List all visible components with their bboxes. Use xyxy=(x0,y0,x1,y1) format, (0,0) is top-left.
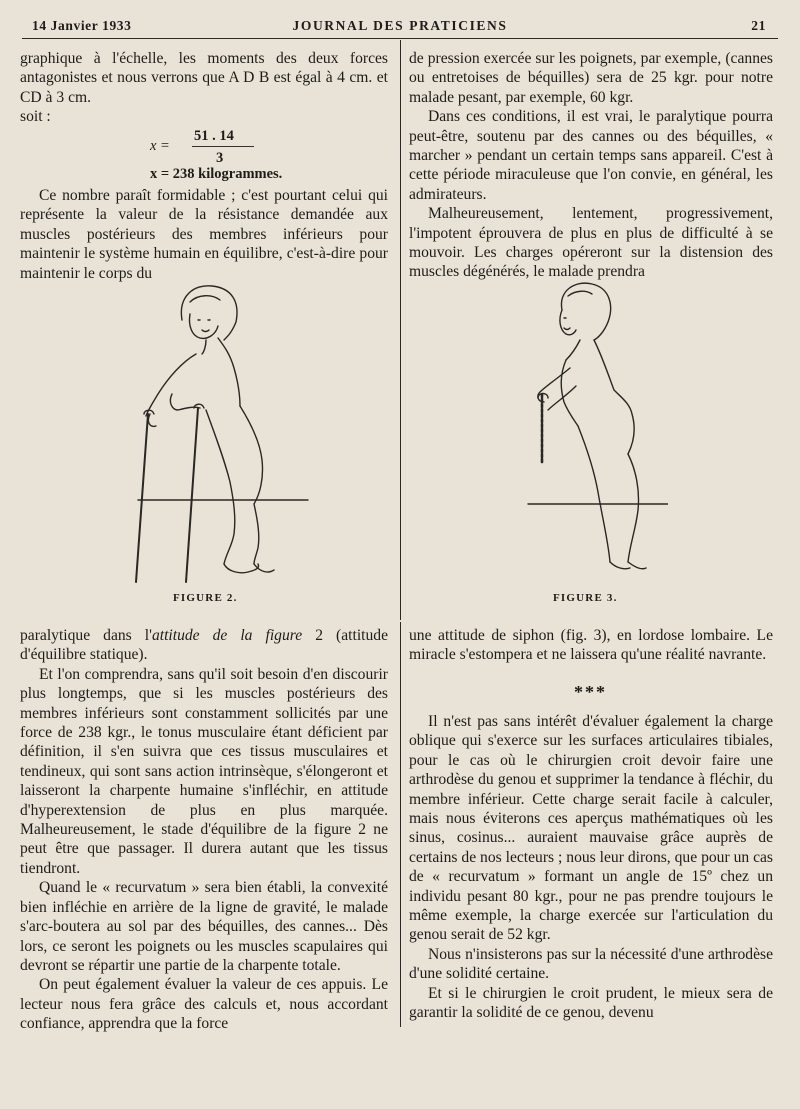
paragraph: On peut également évaluer la valeur de ces appuis. Le lecteur nous fera grâce des calculs et, nous accordant confiance, apprendra que la force xyxy=(20,976,388,1033)
paragraph: Nous n'insisterons pas sur la nécessité d'une arthrodèse d'une solidité certaine. xyxy=(409,945,773,983)
col1-top-text xyxy=(20,49,388,127)
figure-3-illustration xyxy=(518,278,668,590)
issue-date: 14 Janvier 1933 xyxy=(32,18,132,33)
formula-lhs: x = xyxy=(150,138,170,154)
paragraph: une attitude de siphon (fig. 3), en lordose lombaire. Le miracle s'estompera et ne laissera qu'une réalité navrante. xyxy=(409,627,773,664)
paragraph: Et l'on comprendra, sans qu'il soit besoin d'en discourir plus longtemps, que si les muscles postérieurs des membres inférieurs sont constamment sollicités par une force de 238 kgr., le tonus musculaire étant déficient par définition, il s'en suivra que ces tissus musculaires et tendineux, qui sont sans action intrinsèque, s'élongeront et laisseront la charpente humaine s'infléchir, en attitude d'hyperextension de plus en plus marquée. Malheureusement, le stade d'équilibre de la figure 2 ne peut être que passager. Il durera autant que les tissus tiendront. xyxy=(20,665,388,877)
paragraph: de pression exercée sur les poignets, par exemple, (cannes ou entretoises de béquilles) sera de 25 kgr. pour notre malade pesant, par exemple, 60 kgr. xyxy=(409,50,773,106)
formula-denominator: 3 xyxy=(216,150,224,166)
page-header xyxy=(22,14,778,36)
text-run: paralytique dans l' xyxy=(20,627,152,644)
paragraph: Quand le « recurvatum » sera bien établi, la convexité bien infléchie en arrière de la ligne de gravité, le malade s'arc-boutera au sol par des béquilles, des cannes... Dès lors, ce seront les poignets ou les muscles scapulaires qui devront se répartir une partie de la charpente totale. xyxy=(20,879,388,974)
formula-result: x = 238 kilogrammes. xyxy=(150,166,283,182)
paragraph: graphique à l'échelle, les moments des deux forces antagonistes et nous verrons que A D B est égal à 4 cm. et CD à 3 cm. xyxy=(20,50,388,106)
col1-bottom-text xyxy=(20,626,388,1034)
paragraph: Dans ces conditions, il est vrai, le paralytique pourra peut-être, soutenu par des cannes ou des béquilles, « marcher » pendant un certain temps sans appareil. C'est à cette période miraculeuse que l'on convie, en général, les admirateurs. xyxy=(409,108,773,203)
column-divider-top xyxy=(400,40,401,620)
paragraph: Il n'est pas sans intérêt d'évaluer également la charge oblique qui s'exerce sur les surfaces articulaires tibiales, pour le cas où le chirurgien croit devoir faire une arthrodèse du genou et supprimer la tendance à fléchir, du membre inférieur. Cette charge serait facile à calculer, mais nous éviterons ces aperçus mathématiques où les sinus, cosinus... auraient mauvaise grâce auprès de certains de nos lecteurs ; nous leur dirons, que pour un cas de « recurvatum » formant un angle de 15º chez un individu pesant 80 kgr., pour ne pas prendre toujours le même exemple, la charge exercée sur l'articulation du genou serait de 52 kgr. xyxy=(409,713,773,944)
formula-numerator: 51 . 14 xyxy=(194,128,234,144)
col2-top-text xyxy=(409,49,773,282)
page-number: 21 xyxy=(751,18,766,33)
fraction-bar xyxy=(192,146,254,147)
paragraph: Malheureusement, lentement, progressivement, l'impotent éprouvera de plus en plus de difficulté à se mouvoir. Les charges opéreront sur la distension des muscles dégénérés, le malade prendra xyxy=(409,205,773,281)
text-run: 2 (attitude d'équilibre statique). xyxy=(20,627,388,664)
paragraph xyxy=(20,626,388,665)
paragraph: Ce nombre paraît formidable ; c'est pourtant celui qui représente la valeur de la résistance demandée aux muscles postérieurs des membres inférieurs pour maintenir le système humain en équilibre, c'est-à-dire pour maintenir le corps du xyxy=(20,187,388,282)
figure-2-illustration xyxy=(120,282,310,592)
col2-bottom-text-1 xyxy=(409,626,773,665)
column-divider-bottom xyxy=(400,622,401,1027)
journal-title: JOURNAL DES PRATICIENS xyxy=(292,18,508,33)
col1-mid-text xyxy=(20,186,388,283)
figure-3-caption: FIGURE 3. xyxy=(553,592,618,604)
col2-bottom-text-2 xyxy=(409,712,773,1023)
paragraph: Et si le chirurgien le croit prudent, le mieux sera de garantir la solidité de ce genou, devenu xyxy=(409,984,773,1022)
figure-2-caption: FIGURE 2. xyxy=(173,592,238,604)
section-separator-asterisks: *** xyxy=(574,682,607,702)
emphasis-text: attitude de la figure xyxy=(151,627,303,644)
header-rule xyxy=(22,38,778,39)
paragraph: soit : xyxy=(20,108,51,126)
